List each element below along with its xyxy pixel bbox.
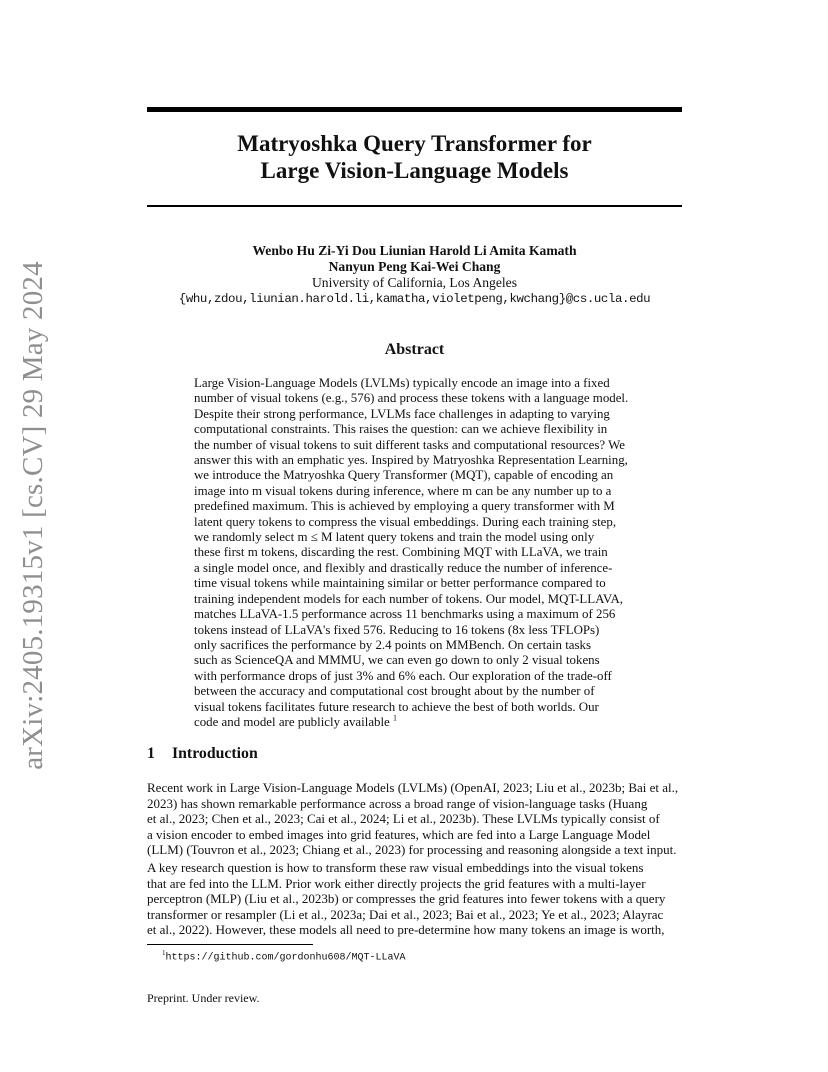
paragraph-line: perceptron (MLP) (Liu et al., 2023b) or compresses the grid features into fewer tokens with a query [147, 891, 666, 907]
abstract-line: training independent models for each number of tokens. Our model, MQT-LLAVA, [194, 591, 624, 606]
abstract-line: such as ScienceQA and MMMU, we can even go down to only 2 visual tokens [194, 653, 600, 668]
intro-paragraph-2 [147, 860, 687, 938]
abstract-heading: Abstract [384, 341, 445, 358]
abstract-footnote-ref[interactable]: 1 [393, 713, 398, 723]
paragraph-line: (LLM) (Touvron et al., 2023; Chiang et al., 2023) for processing and reasoning alongside a text input. [147, 842, 677, 858]
author-block [147, 243, 682, 307]
abstract-line: time visual tokens while maintaining similar or better performance compared to [194, 576, 606, 591]
paragraph-line: a vision encoder to embed images into grid features, which are fed into a Large Language Model [147, 826, 651, 842]
abstract-body [194, 376, 636, 730]
abstract-line: latent query tokens to compress the visual embeddings. During each training step, [194, 514, 617, 529]
abstract-line: the number of visual tokens to suit different tasks and computational resources? We [194, 437, 625, 452]
paragraph-line: et al., 2022). However, these models all need to pre-determine how many tokens an image is worth, [147, 922, 665, 938]
author-emails: {whu,zdou,liunian.harold.li,kamatha,violetpeng,kwchang}@cs.ucla.edu [178, 292, 651, 306]
intro-paragraph-1 [147, 780, 687, 858]
paragraph-line: A key research question is how to transform these raw visual embeddings into the visual tokens [147, 860, 644, 875]
abstract-line: matches LLaVA-1.5 performance across 11 benchmarks using a maximum of 256 [194, 607, 616, 622]
abstract-line: with performance drops of just 3% and 6% each. Our exploration of the trade-off [194, 668, 612, 683]
footnote-rule [147, 944, 313, 945]
abstract-line: between the accuracy and computational cost brought about by the number of [194, 684, 595, 699]
abstract-line: number of visual tokens (e.g., 576) and process these tokens with a language model. [194, 391, 629, 406]
author-names [147, 243, 682, 275]
abstract-line: visual tokens facilitates future research to achieve the best of both worlds. Our [194, 699, 599, 714]
abstract-line: answer this with an emphatic yes. Inspired by Matryoshka Representation Learning, [194, 453, 628, 468]
arxiv-identifier-stamp [10, 260, 56, 770]
abstract-line: we randomly select m ≤ M latent query tokens and train the model using only [194, 530, 595, 545]
paragraph-line: that are fed into the LLM. Prior work either directly projects the grid features with a multi-layer [147, 875, 646, 891]
paragraph-line: Recent work in Large Vision-Language Models (LVLMs) (OpenAI, 2023; Liu et al., 2023b; Bai et al., [147, 780, 679, 795]
abstract-line: only sacrifices the performance by 2.4 points on MMBench. On certain tasks [194, 637, 591, 652]
abstract-line: Large Vision-Language Models (LVLMs) typically encode an image into a fixed [194, 376, 610, 390]
footnote [162, 949, 406, 964]
abstract-line: predefined maximum. This is achieved by employing a query transformer with M [194, 499, 615, 514]
footnote-mark: 1 [162, 949, 166, 957]
abstract-last-line [194, 715, 636, 730]
paragraph-line: et al., 2023; Chen et al., 2023; Cai et al., 2024; Li et al., 2023b). These LVLMs typically consist of [147, 811, 660, 827]
footnote-url-link[interactable]: https://github.com/gordonhu608/MQT-LLaVA [165, 952, 406, 964]
section-heading-introduction [147, 745, 258, 763]
title-bottom-rule [147, 205, 682, 207]
abstract-line: Despite their strong performance, LVLMs face challenges in adapting to varying [194, 406, 610, 421]
title-line-2: Large Vision-Language Models [260, 158, 569, 183]
arxiv-identifier-text: arXiv:2405.19315v1 [cs.CV] 29 May 2024 [16, 260, 49, 770]
title-line-1: Matryoshka Query Transformer for [237, 131, 592, 156]
affiliation: University of California, Los Angeles [311, 275, 517, 290]
abstract-line: code and model are publicly available [194, 714, 390, 729]
author-line-2: Nanyun Peng Kai-Wei Chang [328, 259, 501, 274]
abstract-line: these first m tokens, discarding the rest. Combining MQT with LLaVA, we train [194, 545, 608, 560]
title-top-rule [147, 107, 682, 112]
paper-title [147, 130, 682, 184]
abstract-line: tokens instead of LLaVA's fixed 576. Reducing to 16 tokens (8x less TFLOPs) [194, 622, 600, 637]
section-number: 1 [147, 745, 155, 762]
abstract-line: a single model once, and flexibly and drastically reduce the number of inference- [194, 560, 613, 575]
section-title: Introduction [172, 745, 258, 762]
paragraph-line: transformer or resampler (Li et al., 2023a; Dai et al., 2023; Bai et al., 2023; Ye et al., 2023; Alayrac [147, 906, 664, 922]
abstract-line: computational constraints. This raises the question: can we achieve flexibility in [194, 422, 608, 437]
abstract-line: we introduce the Matryoshka Query Transformer (MQT), capable of encoding an [194, 468, 614, 483]
paragraph-line: 2023) has shown remarkable performance across a broad range of vision-language tasks (Huang [147, 795, 648, 811]
author-line-1: Wenbo Hu Zi-Yi Dou Liunian Harold Li Amita Kamath [252, 243, 577, 258]
preprint-footer: Preprint. Under review. [147, 991, 260, 1005]
abstract-line: image into m visual tokens during inference, where m can be any number up to a [194, 483, 612, 498]
